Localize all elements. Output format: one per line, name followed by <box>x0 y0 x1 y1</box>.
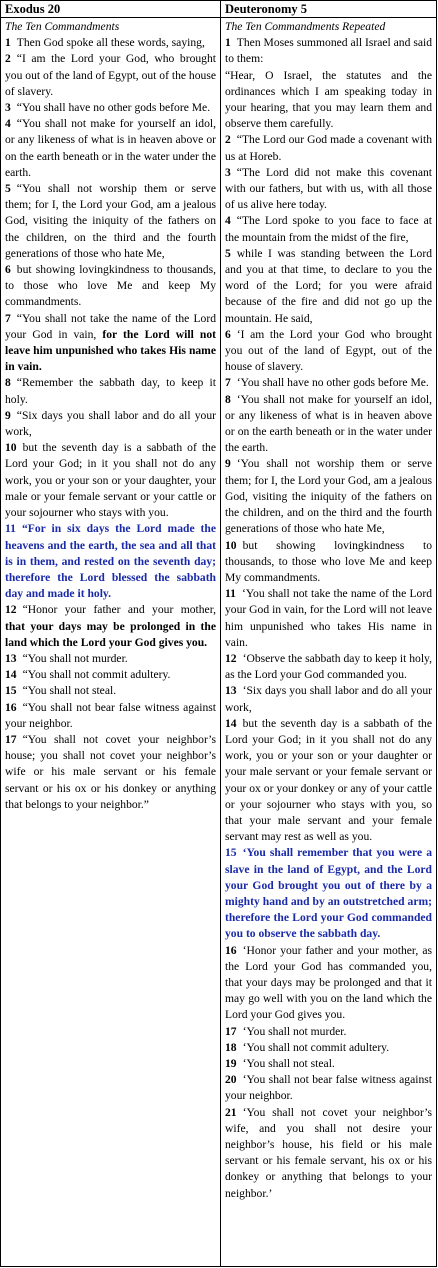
verse-text: “For in six days the Lord made the heavens and the earth, the sea and all that is in them, and rested on the seventh day; therefore the Lord blessed the sabbath day and made it holy. <box>5 522 216 601</box>
verse-number: 10 <box>5 441 17 455</box>
verse-list <box>225 35 432 1202</box>
verse-number: 18 <box>225 1040 237 1054</box>
verse-text: ‘You shall remember that you were a slave in the land of Egypt, and the Lord your God brought you out of there by a mighty hand and by an outstretched arm; therefore the Lord your God commanded you to observe the sabbath day. <box>225 846 432 941</box>
deuteronomy-column <box>221 1 436 1266</box>
verse-number: 16 <box>225 943 237 957</box>
verse-text: “The Lord our God made a covenant with us at Horeb. <box>225 133 432 163</box>
verse-text: “The Lord did not make this covenant with our fathers, but with us, with all those of us alive here today. <box>225 165 432 212</box>
verse-text: “You shall not covet your neighbor’s house; you shall not covet your neighbor’s wife or his male servant or his female servant or his ox or his donkey or anything that belongs to your neighbor.” <box>5 732 216 811</box>
verse-text-emphasis: for the Lord will not leave him unpunished who takes His name in vain. <box>5 327 216 374</box>
verse-text: “You shall not commit adultery. <box>22 668 171 682</box>
verse-number: 6 <box>225 327 231 341</box>
verse <box>225 1072 432 1104</box>
verse-text: but showing lovingkindness to thousands, to those who love Me and keep My commandments. <box>5 263 216 309</box>
verse-text: “You shall have no other gods before Me. <box>16 101 211 115</box>
verse <box>5 521 216 602</box>
verse-number: 11 <box>5 522 16 536</box>
verse-text: “Honor your father and your mother, <box>22 603 216 617</box>
verse-text: ‘You shall not murder. <box>242 1024 347 1038</box>
verse-text: ‘I am the Lord your God who brought you out of the land of Egypt, out of the house of slavery. <box>225 327 432 374</box>
verse <box>5 181 216 262</box>
verse-text: while I was standing between the Lord and you at that time, to declare to you the word of the Lord; for you were afraid because of the fire and did not go up the mountain. He said, <box>225 246 432 325</box>
verse-text: “I am the Lord your God, who brought you out of the land of Egypt, out of the house of slavery. <box>5 52 216 98</box>
verse-number: 3 <box>225 165 231 179</box>
verse-number: 8 <box>5 376 11 390</box>
verse-number: 5 <box>225 246 231 260</box>
verse-number: 1 <box>225 36 231 50</box>
verse-text: ‘You shall not covet your neighbor’s wife, and you shall not desire your neighbor’s house, his field or his male servant or his female servant, his ox or his donkey or anything that belongs to your neighbor.’ <box>225 1105 432 1200</box>
exodus-text <box>5 19 216 813</box>
verse <box>225 456 432 537</box>
verse-text: “You shall not make for yourself an idol, or any likeness of what is in heaven above or on the earth beneath or in the water under the earth. <box>5 117 216 179</box>
verse-number: 7 <box>225 376 231 390</box>
verse-text: ‘Six days you shall labor and do all your work, <box>225 684 432 714</box>
verse-text: “You shall not murder. <box>22 651 128 665</box>
verse-number: 14 <box>225 716 237 730</box>
verse-number: 9 <box>225 457 231 471</box>
verse-text: ‘You shall have no other gods before Me. <box>236 376 429 390</box>
verse-text: ‘You shall not take the name of the Lord your God in vain, for the Lord will not leave him unpunished who takes His name in vain. <box>225 587 432 649</box>
verse-number: 17 <box>225 1024 237 1038</box>
verse-number: 2 <box>5 52 11 66</box>
verse-number: 15 <box>225 846 237 860</box>
verse-number: 14 <box>5 668 17 682</box>
verse-number: 4 <box>225 214 231 228</box>
verse <box>225 683 432 715</box>
verse-text: “You shall not steal. <box>22 684 117 698</box>
verse-text: Then God spoke all these words, saying, <box>16 36 205 50</box>
verse <box>5 440 216 521</box>
verse-number: 4 <box>5 117 11 131</box>
verse <box>225 1105 432 1202</box>
verse <box>5 602 216 651</box>
verse <box>5 116 216 181</box>
verse-number: 21 <box>225 1105 237 1119</box>
verse <box>5 311 216 376</box>
verse <box>225 327 432 376</box>
verse <box>5 35 216 51</box>
verse-text-continued: “Hear, O Israel, the statutes and the ordinances which I am speaking today in your hearing, that you may learn them and observe them carefully. <box>225 68 432 131</box>
exodus-column <box>1 1 220 1266</box>
verse-number: 13 <box>5 651 17 665</box>
verse <box>5 375 216 407</box>
verse-number: 20 <box>225 1073 237 1087</box>
verse <box>225 1056 432 1072</box>
verse-text: but the seventh day is a sabbath of the Lord your God; in it you shall not do any work, you or your son or your daughter, your male or your female servant or your cattle or your sojourner who stays with you. <box>5 441 216 520</box>
verse-text: “You shall not take the name of the Lord your God in vain, <box>5 311 216 341</box>
verse-number: 11 <box>225 587 236 601</box>
verse <box>225 246 432 327</box>
verse <box>225 943 432 1024</box>
verse-text: “The Lord spoke to you face to face at the mountain from the midst of the fire, <box>225 214 432 244</box>
verse-text: ‘You shall not commit adultery. <box>242 1040 390 1054</box>
verse <box>225 213 432 245</box>
verse <box>225 1040 432 1056</box>
verse-text: ‘You shall not make for yourself an idol, or any likeness of what is in heaven above or on the earth beneath or in the water under the earth. <box>225 392 432 455</box>
verse <box>5 683 216 699</box>
verse-text: ‘Observe the sabbath day to keep it holy, as the Lord your God commanded you. <box>225 651 432 682</box>
verse <box>225 716 432 846</box>
verse-number: 2 <box>225 133 231 147</box>
verse-number: 12 <box>225 651 237 665</box>
verse <box>225 392 432 457</box>
verse <box>225 538 432 587</box>
verse-number: 12 <box>5 603 17 617</box>
verse-number: 16 <box>5 700 17 714</box>
verse <box>225 375 432 391</box>
column-heading: Deuteronomy 5 <box>225 2 308 16</box>
verse <box>5 51 216 100</box>
section-subtitle: The Ten Commandments Repeated <box>225 20 386 33</box>
verse-number: 5 <box>5 182 11 196</box>
verse <box>225 132 432 164</box>
verse-number: 10 <box>225 538 237 552</box>
verse-text: “You shall not bear false witness against your neighbor. <box>5 700 216 730</box>
header-rule <box>1 17 436 18</box>
section-subtitle: The Ten Commandments <box>5 20 120 33</box>
verse-text: ‘You shall not steal. <box>242 1057 335 1070</box>
verse-number: 15 <box>5 684 17 698</box>
verse-text: “You shall not worship them or serve them; for I, the Lord your God, am a jealous God, visiting the iniquity of the fathers on the children, on the third and the fourth generations of those who hate Me, <box>5 182 216 260</box>
verse <box>225 586 432 651</box>
verse-number: 7 <box>5 311 11 325</box>
verse-number: 6 <box>5 263 11 277</box>
verse-number: 19 <box>225 1057 237 1070</box>
verse <box>225 165 432 214</box>
verse <box>5 667 216 683</box>
verse <box>5 100 216 116</box>
verse <box>225 1024 432 1040</box>
verse <box>225 651 432 683</box>
verse-number: 1 <box>5 36 11 50</box>
verse-text: Then Moses summoned all Israel and said to them: <box>225 36 432 66</box>
deuteronomy-text <box>225 19 432 1202</box>
verse <box>5 732 216 813</box>
column-heading: Exodus 20 <box>5 2 61 16</box>
verse-list <box>5 35 216 813</box>
verse-number: 8 <box>225 392 231 406</box>
verse <box>225 35 432 132</box>
verse <box>5 262 216 311</box>
verse-text: “Remember the sabbath day, to keep it holy. <box>5 376 216 406</box>
verse <box>225 845 432 942</box>
verse <box>5 651 216 667</box>
verse-number: 17 <box>5 732 17 746</box>
verse-text: but the seventh day is a sabbath of the Lord your God; in it you shall not do any work, you or your son or your daughter or your male servant or your female servant or your ox or your donkey or any of your cattle or your sojourner who stays with you, so that your male servant and your female servant may rest as well as you. <box>225 716 432 844</box>
verse <box>5 408 216 440</box>
verse-number: 9 <box>5 408 11 422</box>
verse-text: but showing lovingkindness to thousands, to those who love Me and keep My commandments. <box>225 538 432 584</box>
verse-text-emphasis: that your days may be prolonged in the land which the Lord your God gives you. <box>5 619 216 649</box>
verse-text: ‘Honor your father and your mother, as the Lord your God has commanded you, that your days may be prolonged and that it may go well with you on the land which the Lord your God gives you. <box>225 943 432 1022</box>
verse <box>5 700 216 732</box>
verse-number: 13 <box>225 684 237 698</box>
verse-text: ‘You shall not worship them or serve them; for I, the Lord your God, am a jealous God, visiting the iniquity of the fathers on the children, and on the third and the fourth generations of those who hate Me, <box>225 457 432 536</box>
verse-text: ‘You shall not bear false witness against your neighbor. <box>225 1073 432 1103</box>
verse-text: “Six days you shall labor and do all your work, <box>5 408 216 439</box>
verse-number: 3 <box>5 101 11 115</box>
